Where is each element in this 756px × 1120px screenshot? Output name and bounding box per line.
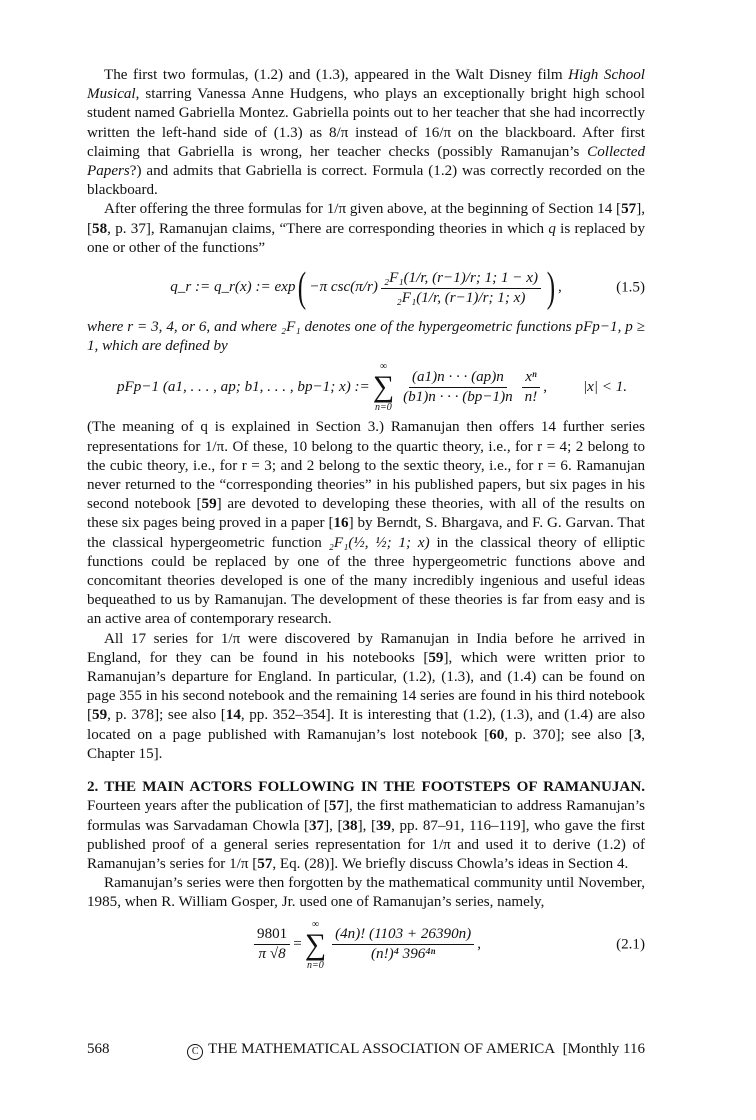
text-run: ?) and admits that Gabriella is correct. Formula (1.2) was correctly recorded on the blackboard.: [87, 163, 645, 199]
text-run: Ramanujan’s series were then forgotten by the mathematical community until November, 1985, when R. William Gosper, Jr. used one of Ramanujan’s series, namely,: [87, 875, 645, 911]
paragraph-3: [87, 318, 645, 356]
book-title: Collected Papers: [87, 143, 645, 180]
text-run: , pp. 352–354]. It is interesting that (1.2), (1.3), and (1.4) are also located on a page published with Ramanujan’s lost notebook [: [87, 707, 646, 743]
paragraph-4: [87, 418, 645, 629]
paragraph-2: [87, 200, 645, 258]
footer-credit: [187, 1040, 645, 1060]
fraction-denominator: π √8: [258, 946, 286, 963]
text-run: , p. 370]; see also [: [504, 726, 634, 743]
equation-number: (2.1): [616, 935, 645, 952]
journal-issue: [Monthly 116: [562, 1041, 645, 1057]
fraction-denominator: (b1)n · · · (bp−1)n: [403, 388, 513, 405]
sigma-icon: ∑: [372, 370, 395, 404]
citation[interactable]: 59: [428, 649, 444, 666]
citation[interactable]: 57: [257, 855, 273, 872]
citation[interactable]: 59: [92, 707, 108, 724]
text-run: ], [: [87, 201, 645, 237]
copyright-icon: C: [187, 1044, 203, 1060]
citation[interactable]: 57: [328, 798, 344, 815]
fraction-numerator: (4n)! (1103 + 26390n): [332, 926, 474, 945]
text-run: ], which were written prior to Ramanujan’s departure for England. In particular, (1.2), (1.3), and (1.4) can be found on page 355 in his second notebook and the remaining 14 series are found in his third notebook [: [87, 649, 645, 724]
text-run: ], [: [324, 817, 343, 834]
sum-lower-limit: n=0: [375, 402, 392, 414]
paragraph-7: [87, 874, 645, 912]
fraction-denominator: ₂F₁(1/r, (r−1)/r; 1; x): [396, 289, 526, 306]
text-run: Fourteen years after the publication of [: [87, 798, 329, 815]
equation-number: (1.5): [616, 279, 645, 296]
text-run: , p. 37], Ramanujan claims, “There are corresponding theories in which: [107, 220, 549, 237]
page-number: 568: [87, 1041, 110, 1057]
hypergeometric-ratio: [381, 270, 541, 307]
citation[interactable]: 39: [376, 817, 392, 834]
sum-upper-limit: ∞: [379, 361, 387, 373]
equation-2-1: $\frac{9801}{\pi √8}$ = ∞ ∑ n=0 $\frac{(4n)! (1103 + 26390n)}{\text{(n!)⁴ 396⁴ⁿ}}$ , (2.1): [87, 913, 645, 977]
film-title: High School Musical: [87, 67, 646, 103]
equation-lhs: pFp−1 (a1, . . . , ap; b1, . . . , bp−1; x) :=: [117, 378, 370, 395]
equation-hypergeometric-def: pFp−1 (a1, . . . , ap; b1, . . . , bp−1; x) := ∞ ∑ n=0 $\frac{(a1)n \cdot \cdot \cdot (ap)n}{(b1)n \cdot \cdot \cdot (bp-1)n}$ $\frac{\text{xⁿ}}{n!}$ , |x| < 1.: [117, 361, 628, 414]
math-symbol: q: [548, 220, 556, 237]
paragraph-5: [87, 630, 645, 764]
text-run: ], the first mathematician to address Ramanujan’s formulas was Sarvadaman Chowla [: [87, 798, 645, 834]
text-run: (The meaning of q is explained in Section 3.) Ramanujan then offers 14 further series representations for 1/π. Of these, 10 belong to the quartic theory, i.e., for r = 4; 2 belong to the cubic theory, i.e., for r = 3; and 2 belong to the sextic theory, i.e., for r = 6. Ramanujan never returned to the “corresponding theories” in his published papers, but six pages in his second notebook [: [87, 419, 645, 513]
text-run: ] by Berndt, S. Bhargava, and F. G. Garvan. That the classical hypergeometric function: [87, 515, 645, 551]
fraction-denominator: n!: [524, 388, 538, 405]
text-run: , p. 378]; see also [: [107, 707, 226, 724]
publisher-name: THE MATHEMATICAL ASSOCIATION OF AMERICA: [208, 1041, 556, 1057]
citation[interactable]: 3: [633, 726, 642, 743]
right-paren: ): [546, 265, 556, 312]
text-run: After offering the three formulas for 1/π given above, at the beginning of Section 14 [: [104, 201, 622, 218]
text-run: , pp. 87–91, 116–119], who gave the first published proof of a general series representation for 1/π and used it to derive (1.2) of Ramanujan’s series for 1/π [: [87, 817, 645, 872]
text-run: ] are devoted to developing these theories, with all of the results on these six pages being proved in a paper [: [87, 496, 645, 532]
equation-lhs: q_r := q_r(x) := exp: [170, 279, 296, 296]
text-run: in the classical theory of elliptic functions could be replaced by one of the three hypergeometric functions above and concomitant theories developed is one of the many incredibly ingenious and useful ideas bequeathed to us by Ramanujan. The development of these theories is far from easy and is an active area of contemporary research.: [87, 534, 645, 628]
sum-lower-limit: n=0: [307, 959, 324, 971]
text-run: ], [: [357, 817, 376, 834]
series-term: [332, 926, 474, 963]
paragraph-film: [87, 66, 645, 977]
sum-upper-limit: ∞: [311, 918, 319, 930]
paragraph-6: [87, 778, 645, 874]
text-run: , Eq. (28)]. We briefly discuss Chowla’s ideas in Section 4.: [272, 855, 629, 872]
text-run: pFp−1, p ≥ 1, which are defined by: [87, 319, 645, 355]
sigma-icon: ∑: [304, 927, 327, 961]
citation[interactable]: 37: [309, 817, 325, 834]
citation[interactable]: 16: [333, 515, 349, 532]
fraction-denominator: (n!)⁴ 396⁴ⁿ: [371, 946, 436, 963]
fraction-numerator: (a1)n · · · (ap)n: [409, 369, 507, 388]
lhs-fraction: [254, 926, 290, 963]
text-run: The first two formulas, (1.2) and (1.3), appeared in the Walt Disney film: [104, 67, 569, 83]
text-run: where r = 3, 4, or 6, and where ₂F₁ denotes one of the hypergeometric functions: [87, 319, 576, 336]
summation: [305, 919, 326, 971]
fraction-numerator: 9801: [254, 926, 290, 945]
paragraph-1: [87, 66, 645, 200]
inline-math: ₂F₁(½, ½; 1; x): [328, 534, 430, 551]
fraction-numerator: ₂F₁(1/r, (r−1)/r; 1; 1 − x): [381, 270, 541, 289]
citation[interactable]: 59: [201, 496, 217, 513]
text-run: , Chapter 15].: [87, 726, 646, 762]
citation[interactable]: 14: [225, 707, 241, 724]
citation[interactable]: 58: [92, 220, 108, 237]
citation[interactable]: 38: [342, 817, 358, 834]
text-run: , starring Vanessa Anne Hudgens, who plays an exceptionally bright high school student named Gabriella Montez. Gabriella points out to her teacher that she had incorrectly written the left-hand side of (1.3) as 8/π instead of 16/π on the blackboard. After first claiming that Gabriella is wrong, her teacher checks (possibly Ramanujan’s: [87, 86, 645, 160]
equation-factor: −π csc(π/r): [309, 279, 378, 296]
left-paren: (: [298, 265, 307, 312]
summation: [373, 361, 394, 413]
fraction-numerator: xⁿ: [522, 369, 539, 388]
section-heading: 2. THE MAIN ACTORS FOLLOWING IN THE FOOTSTEPS OF RAMANUJAN.: [87, 779, 645, 796]
power-ratio: [522, 369, 541, 406]
convergence-condition: |x| < 1.: [583, 378, 628, 395]
citation[interactable]: 57: [621, 201, 637, 218]
equation-1-5: q_r := q_r(x) := exp ( −π csc(π/r) $\frac{\text{₂F₁(1/r, (r−1)/r; 1; 1 − x)}}{\text{₂F₁(1/r, (r−1)/r; 1; x)}}$ ) , (1.5): [170, 265, 645, 312]
pochhammer-ratio: [400, 369, 516, 406]
citation[interactable]: 60: [489, 726, 505, 743]
text-run: All 17 series for 1/π were discovered by Ramanujan in India before he arrived in England, for they can be found in his notebooks [: [87, 630, 645, 666]
text-run: is replaced by one or other of the functions”: [87, 220, 646, 256]
